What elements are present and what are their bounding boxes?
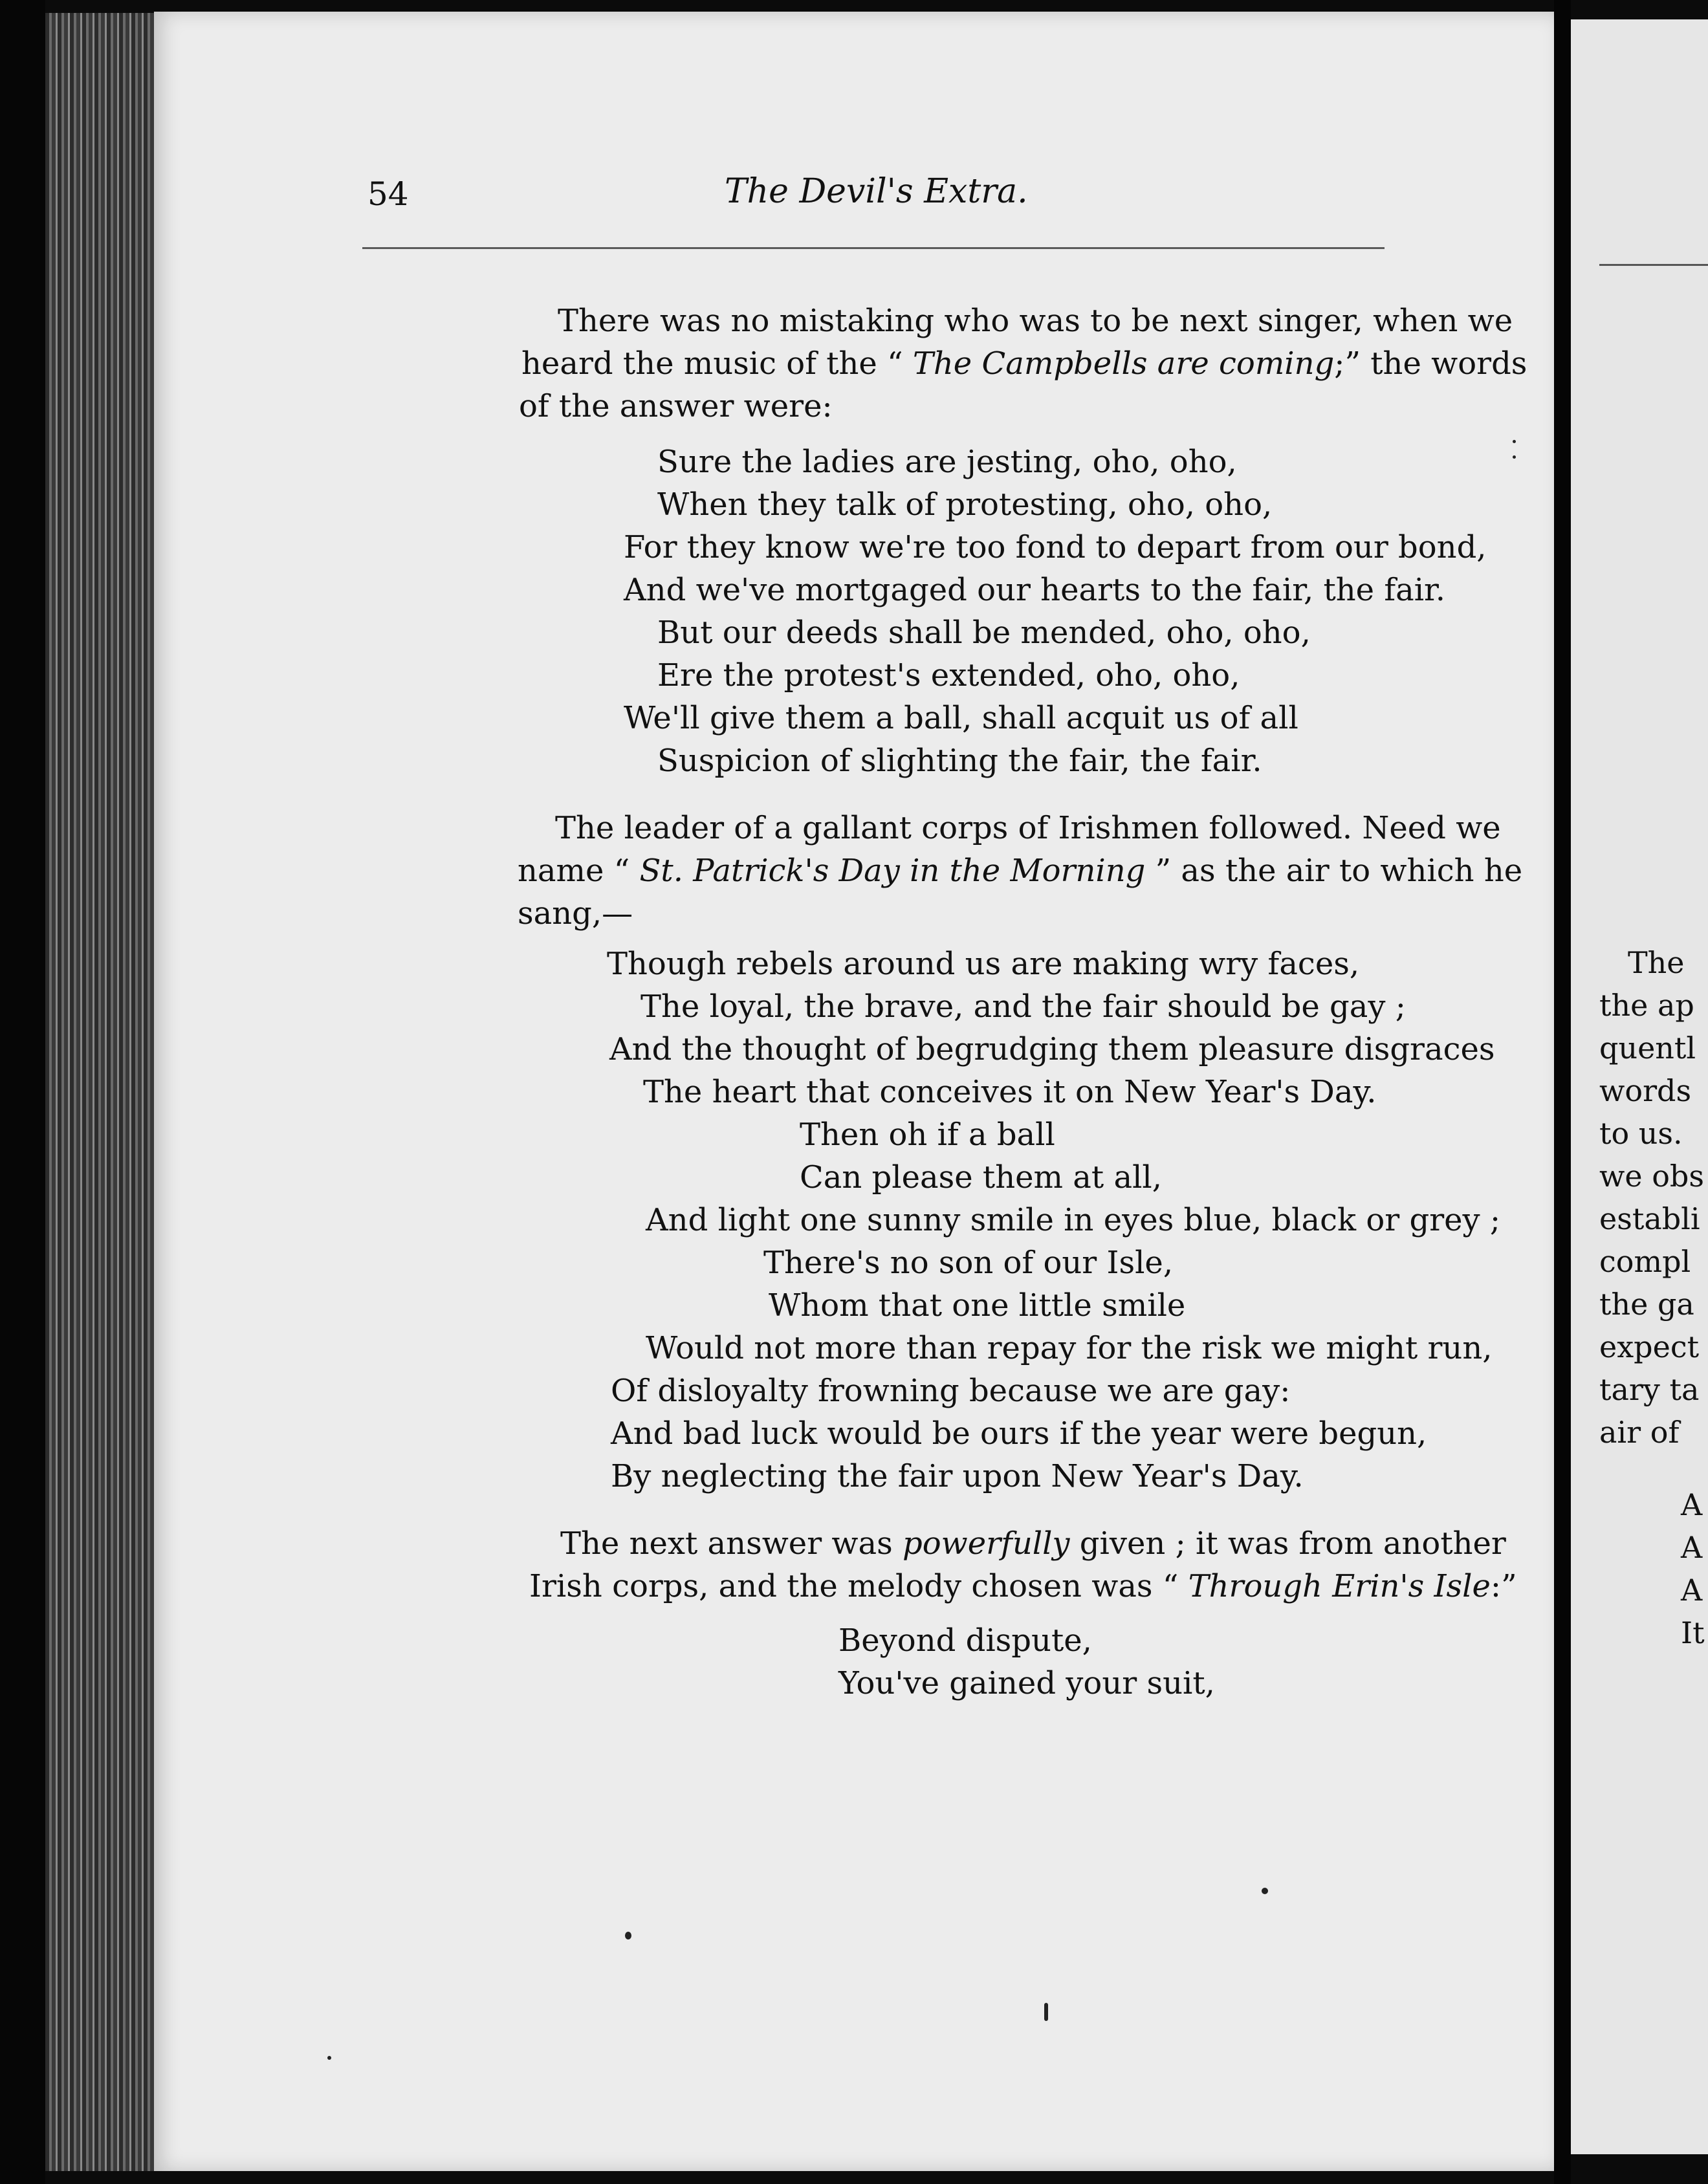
- text-span: given ; it was from another: [1069, 1525, 1506, 1562]
- emphasis: powerfully: [902, 1525, 1070, 1562]
- book-spine-shadow: [0, 0, 45, 2184]
- verse-line: Then oh if a ball: [800, 1117, 1055, 1153]
- verse-line: When they talk of protesting, oho, oho,: [657, 486, 1273, 523]
- adjacent-verse-initial: It: [1681, 1615, 1705, 1650]
- paragraph-line: [518, 853, 1522, 889]
- adjacent-line: the ap: [1599, 988, 1694, 1023]
- adjacent-line: quentl: [1599, 1031, 1696, 1065]
- verse-line: And bad luck would be ours if the year were begun,: [611, 1415, 1427, 1452]
- print-speck: [1513, 440, 1516, 443]
- adjacent-line: to us.: [1599, 1116, 1683, 1151]
- adjacent-page: [1571, 19, 1708, 2154]
- adjacent-line: air of: [1599, 1415, 1680, 1450]
- verse-line: Sure the ladies are jesting, oho, oho,: [657, 444, 1237, 480]
- verse-line: The heart that conceives it on New Year's Day.: [643, 1074, 1377, 1110]
- verse-line: The loyal, the brave, and the fair should be gay ;: [640, 988, 1406, 1025]
- adjacent-line: The: [1628, 945, 1685, 980]
- paragraph-line: The leader of a gallant corps of Irishmen followed. Need we: [555, 810, 1501, 846]
- adjacent-line: we obs: [1599, 1159, 1704, 1194]
- verse-line: And light one sunny smile in eyes blue, black or grey ;: [646, 1202, 1501, 1238]
- verse-line: Would not more than repay for the risk we might run,: [646, 1330, 1493, 1366]
- paragraph-line: sang,—: [518, 895, 633, 932]
- print-speck: [1262, 1888, 1268, 1894]
- verse-line: For they know we're too fond to depart from our bond,: [624, 529, 1487, 565]
- paragraph-line: [529, 1568, 1517, 1604]
- adjacent-line: establi: [1599, 1201, 1700, 1236]
- text-span: heard the music of the “: [521, 345, 913, 382]
- page-number: 54: [367, 175, 409, 213]
- adjacent-line: tary ta: [1599, 1372, 1700, 1407]
- text-span: Irish corps, and the melody chosen was “: [529, 1568, 1188, 1604]
- adjacent-line: words: [1599, 1073, 1692, 1108]
- verse-line: And we've mortgaged our hearts to the fair, the fair.: [624, 572, 1445, 608]
- verse-line: We'll give them a ball, shall acquit us of all: [624, 700, 1298, 736]
- text-span: name “: [518, 853, 640, 889]
- running-title: The Devil's Extra.: [725, 172, 1028, 211]
- verse-line: There's no son of our Isle,: [763, 1245, 1174, 1281]
- adjacent-verse-initial: A: [1681, 1487, 1703, 1522]
- verse-line: Whom that one little smile: [769, 1287, 1186, 1324]
- text-span: ;” the words: [1334, 345, 1527, 382]
- paragraph-line: [521, 345, 1527, 382]
- verse-line: Of disloyalty frowning because we are gay:: [611, 1373, 1291, 1409]
- verse-line: Ere the protest's extended, oho, oho,: [657, 657, 1240, 693]
- text-span: The next answer was: [560, 1525, 903, 1562]
- print-speck: [625, 1932, 631, 1939]
- page-edges: [45, 13, 155, 2171]
- verse-line: By neglecting the fair upon New Year's Day.: [611, 1458, 1304, 1494]
- print-speck: [1513, 455, 1516, 459]
- adjacent-verse-initial: A: [1681, 1530, 1703, 1565]
- song-title: Through Erin's Isle: [1188, 1568, 1491, 1604]
- verse-line: Beyond dispute,: [838, 1622, 1092, 1659]
- verse-line: And the thought of begrudging them pleasure disgraces: [609, 1031, 1495, 1067]
- adjacent-line: compl: [1599, 1244, 1691, 1279]
- paragraph-line: [560, 1525, 1506, 1562]
- paragraph-line: There was no mistaking who was to be next singer, when we: [558, 303, 1513, 339]
- paragraph-line: of the answer were:: [519, 388, 833, 424]
- song-title: St. Patrick's Day in the Morning: [639, 853, 1146, 889]
- print-speck: [327, 2056, 331, 2060]
- verse-line: You've gained your suit,: [838, 1665, 1215, 1701]
- adjacent-header-rule: [1599, 264, 1708, 266]
- adjacent-line: expect: [1599, 1329, 1700, 1364]
- verse-line: Suspicion of slighting the fair, the fair.: [657, 743, 1262, 779]
- text-span: :”: [1490, 1568, 1517, 1604]
- verse-line: But our deeds shall be mended, oho, oho,: [657, 615, 1311, 651]
- text-span: ” as the air to which he: [1145, 853, 1523, 889]
- header-rule: [362, 247, 1385, 249]
- verse-line: Though rebels around us are making wry faces,: [607, 946, 1360, 982]
- adjacent-line: the ga: [1599, 1287, 1694, 1322]
- adjacent-verse-initial: A: [1681, 1573, 1703, 1608]
- print-speck: [1044, 2003, 1048, 2021]
- song-title: The Campbells are coming: [912, 345, 1335, 382]
- verse-line: Can please them at all,: [800, 1159, 1163, 1196]
- page-gutter: [1554, 0, 1571, 2184]
